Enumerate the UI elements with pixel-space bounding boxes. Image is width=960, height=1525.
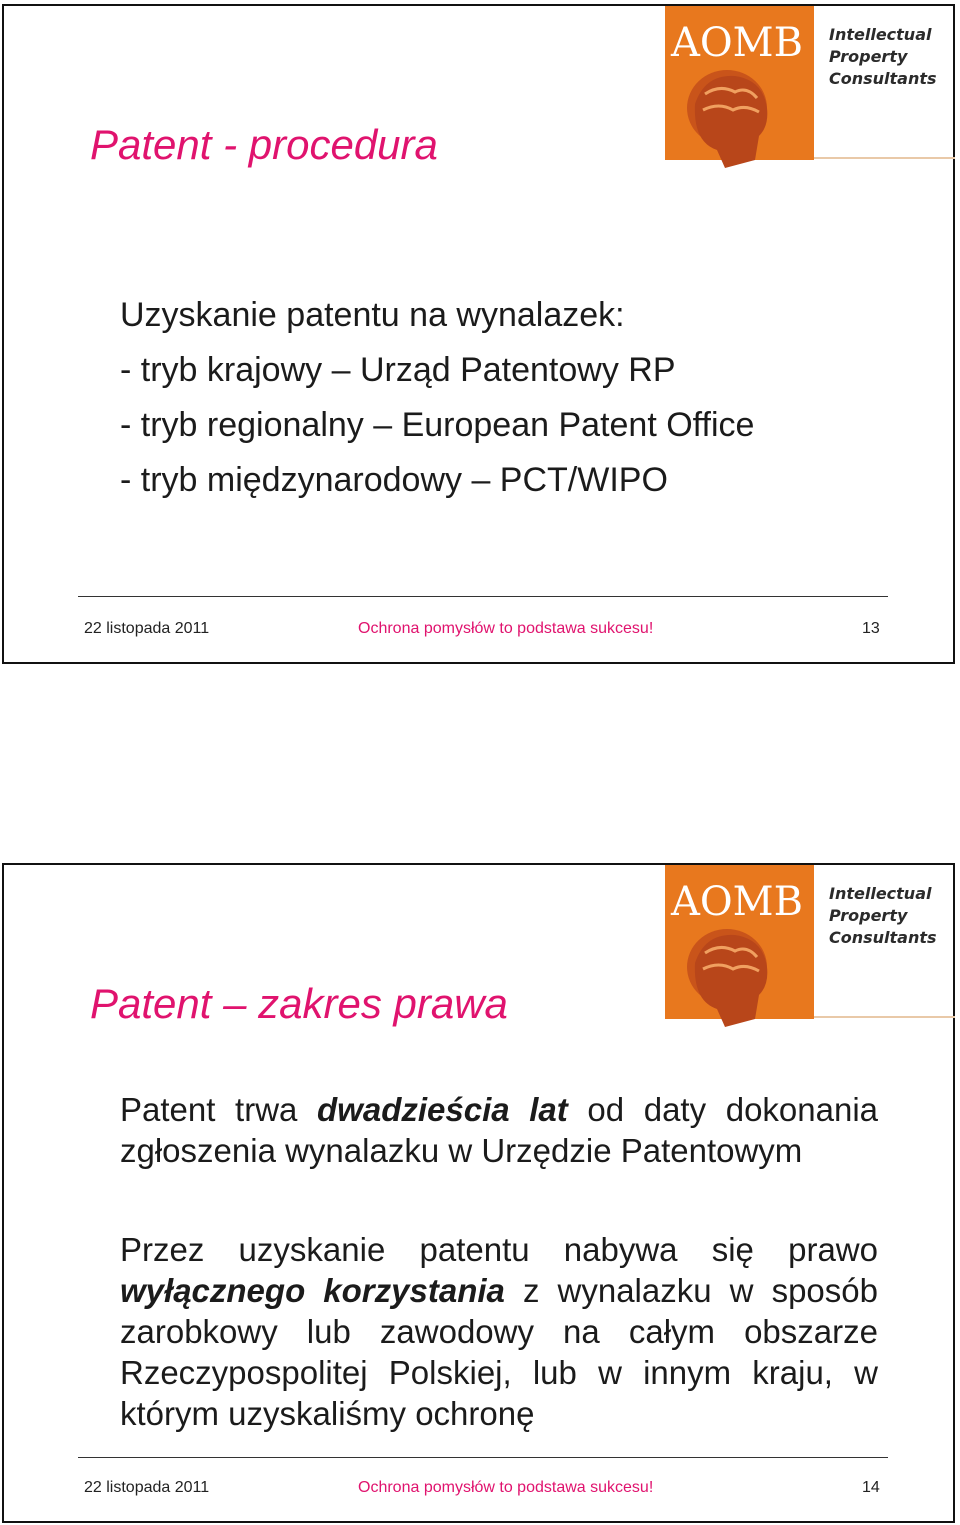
- logo-tagline: Intellectual Property Consultants: [829, 25, 937, 88]
- logo-rule: [814, 1016, 955, 1018]
- page-number: 14: [862, 1479, 880, 1496]
- list-item: - tryb międzynarodowy – PCT/WIPO: [120, 461, 668, 499]
- footer-divider: [78, 596, 888, 597]
- paragraph-scope: Przez uzyskanie patentu nabywa się prawo wyłącznego korzystania z wynalazku w sposób zarobkowy lub zawodowy na całym obszarze Rzeczypospolitej Polskiej, lub w innym kraju, w którym uzyskaliśmy ochronę: [120, 1231, 878, 1432]
- aomb-logo: [665, 865, 955, 1020]
- slide-title: Patent – zakres prawa: [90, 980, 508, 1027]
- slide-14: [2, 863, 955, 1523]
- page-number: 13: [862, 620, 880, 637]
- footer-divider: [78, 1457, 888, 1458]
- footer-date: 22 listopada 2011: [84, 620, 210, 637]
- logo-rule: [814, 157, 955, 159]
- list-item: Uzyskanie patentu na wynalazek:: [120, 296, 625, 334]
- logo-brand: AOMB: [671, 879, 804, 925]
- list-item: - tryb krajowy – Urząd Patentowy RP: [120, 351, 676, 389]
- aomb-logo: [665, 6, 955, 161]
- list-item: - tryb regionalny – European Patent Office: [120, 406, 755, 444]
- footer-date: 22 listopada 2011: [84, 1479, 210, 1496]
- logo-brand: AOMB: [671, 20, 804, 66]
- slide-title: Patent - procedura: [90, 121, 438, 168]
- procedure-list: [120, 288, 754, 508]
- logo-tagline: Intellectual Property Consultants: [829, 884, 937, 947]
- brain-head-icon: [675, 923, 785, 1031]
- brain-head-icon: [675, 64, 785, 172]
- footer-slogan: Ochrona pomysłów to podstawa sukcesu!: [358, 1479, 654, 1496]
- footer-slogan: Ochrona pomysłów to podstawa sukcesu!: [358, 620, 654, 637]
- emphasis: dwadzieścia lat: [317, 1091, 568, 1128]
- paragraph-duration: Patent trwa dwadzieścia lat od daty dokonania zgłoszenia wynalazku w Urzędzie Patentowym: [120, 1091, 879, 1169]
- slide-13: [2, 4, 955, 664]
- emphasis: wyłącznego korzystania: [120, 1272, 505, 1309]
